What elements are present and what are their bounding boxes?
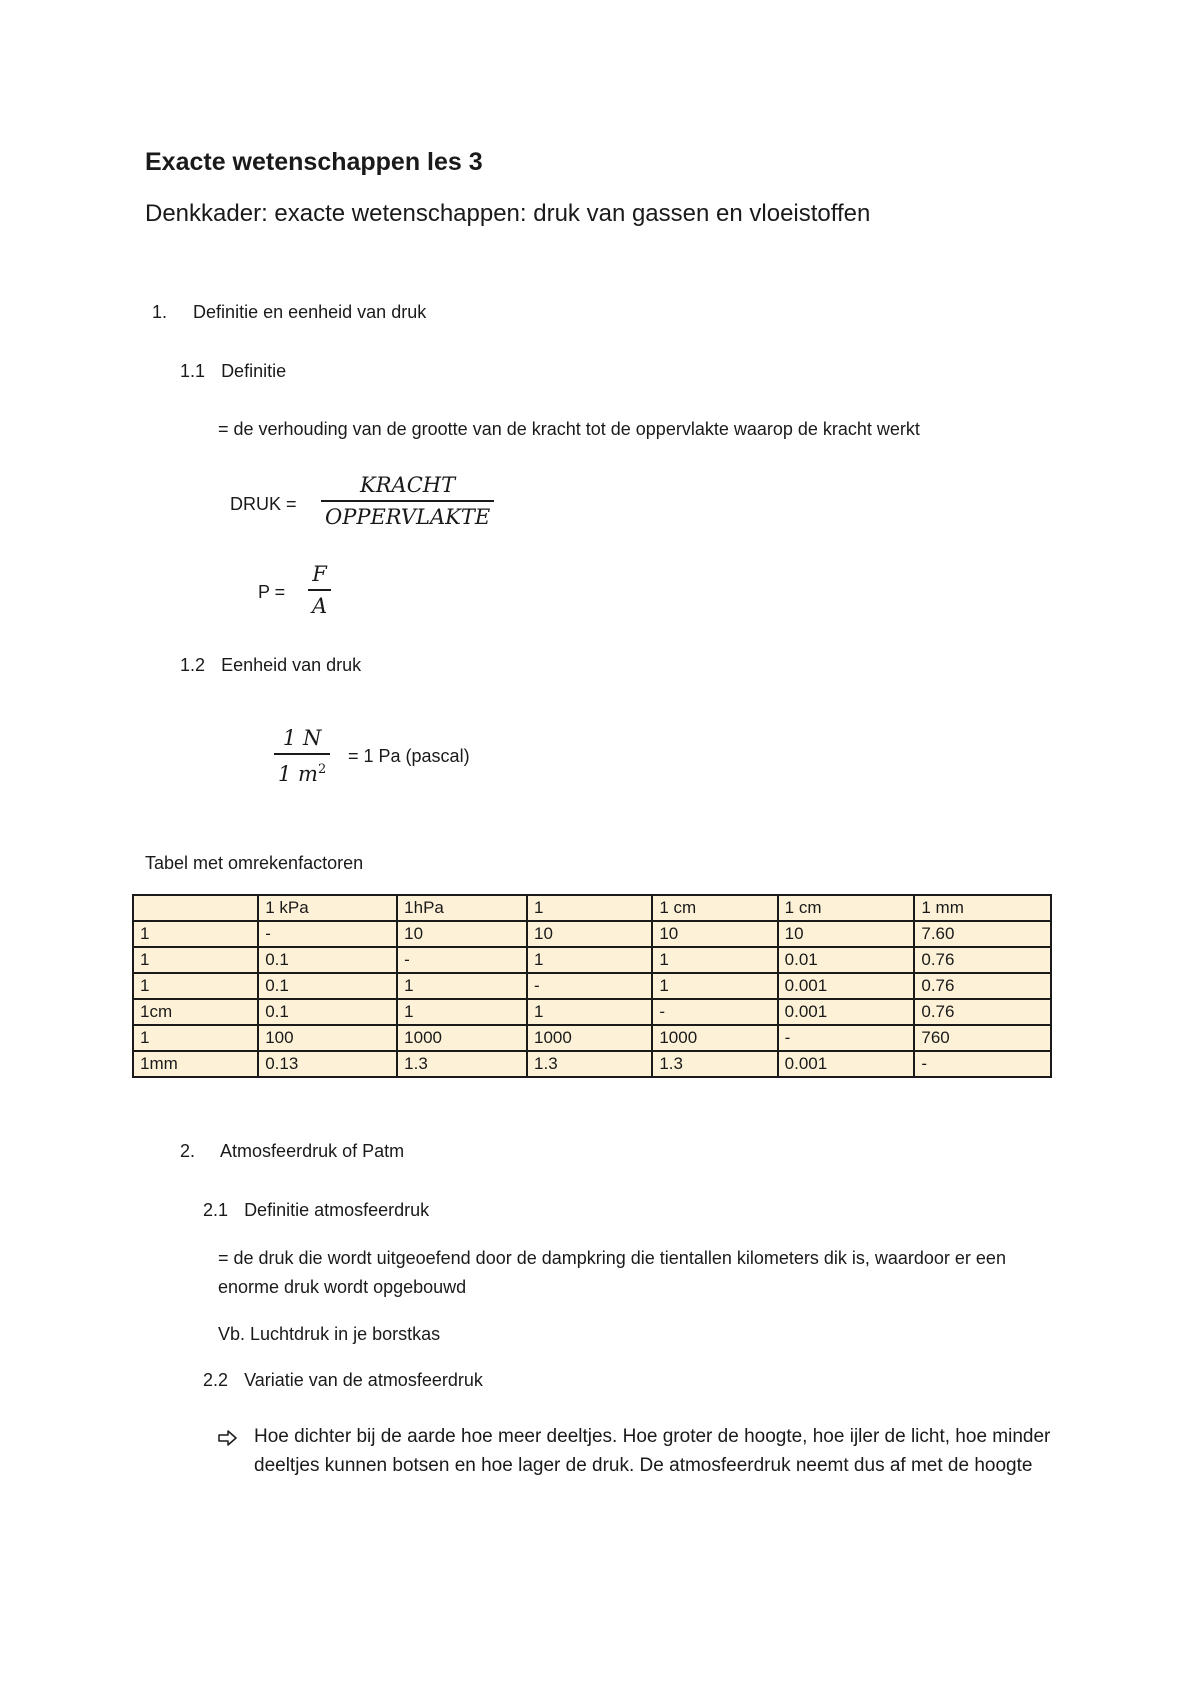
table-cell: 0.001 — [778, 999, 915, 1025]
table-cell: 1mm — [133, 1051, 258, 1077]
section-2-1-title: Definitie atmosfeerdruk — [244, 1200, 430, 1220]
table-cell: 10 — [397, 921, 527, 947]
table-cell: 0.001 — [778, 1051, 915, 1077]
table-header-cell: 1 cm — [778, 895, 915, 921]
table-cell: 1 — [133, 921, 258, 947]
table-cell: 10 — [527, 921, 652, 947]
table-cell: - — [527, 973, 652, 999]
table-cell: - — [397, 947, 527, 973]
table-cell: 1 — [133, 973, 258, 999]
table-cell: 1 — [652, 947, 777, 973]
formula-p-numerator: F — [312, 562, 327, 586]
section-2-1-heading — [203, 1200, 429, 1221]
formula-druk-denominator: OPPERVLAKTE — [325, 505, 491, 529]
table-cell: 1.3 — [652, 1051, 777, 1077]
section-1-heading — [152, 302, 426, 323]
table-cell: 1 — [397, 973, 527, 999]
section-2-2-heading — [203, 1370, 483, 1391]
section-2-number: 2. — [180, 1141, 196, 1161]
table-cell: 1 — [133, 947, 258, 973]
section-2-1-number: 2.1 — [203, 1200, 229, 1220]
table-cell: 1 — [133, 1025, 258, 1051]
section-1-1-title: Definitie — [221, 361, 287, 381]
section-2-title: Atmosfeerdruk of Patm — [220, 1141, 405, 1161]
unit-exponent: 2 — [317, 762, 327, 777]
table-cell: 10 — [652, 921, 777, 947]
table-cell: 0.13 — [258, 1051, 397, 1077]
atmosphere-definition: = de druk die wordt uitgeoefend door de dampkring die tientallen kilometers dik is, waardoor er een enorme druk wordt opgebouwd — [218, 1248, 1006, 1297]
document-title: Exacte wetenschappen les 3 — [145, 148, 483, 176]
formula-druk-fraction — [321, 470, 494, 532]
table-cell: - — [778, 1025, 915, 1051]
table-cell: 0.1 — [258, 999, 397, 1025]
table-cell: 1 — [652, 973, 777, 999]
table-header-cell: 1 kPa — [258, 895, 397, 921]
pressure-definition: = de verhouding van de grootte van de kracht tot de oppervlakte waarop de kracht werkt — [218, 419, 920, 439]
table-header-cell — [133, 895, 258, 921]
section-2-heading — [180, 1141, 404, 1162]
atmosphere-example: Vb. Luchtdruk in je borstkas — [218, 1324, 441, 1344]
atmosphere-variation-bullet: Hoe dichter bij de aarde hoe meer deeltjes. Hoe groter de hoogte, hoe ijler de licht, hoe minder deeltjes kunnen botsen en hoe lager de druk. De atmosfeerdruk neemt dus af met de hoogte — [254, 1426, 1051, 1476]
section-1-title: Definitie en eenheid van druk — [193, 302, 427, 322]
table-cell: 10 — [778, 921, 915, 947]
table-row — [133, 973, 1051, 999]
table-cell: 100 — [258, 1025, 397, 1051]
unit-result: = 1 Pa (pascal) — [348, 746, 470, 766]
table-cell: 1cm — [133, 999, 258, 1025]
section-1-2-title: Eenheid van druk — [221, 655, 362, 675]
unit-denominator: 1 $m^2$ — [278, 762, 327, 786]
table-cell: 1 — [397, 999, 527, 1025]
table-cell: 1.3 — [527, 1051, 652, 1077]
section-2-2-number: 2.2 — [203, 1370, 229, 1390]
table-cell: 1000 — [397, 1025, 527, 1051]
unit-fraction — [274, 723, 330, 789]
formula-druk-numerator: KRACHT — [360, 473, 456, 497]
formula-p-label: P = — [258, 582, 286, 602]
table-header-cell: 1 cm — [652, 895, 777, 921]
table-cell: 0.76 — [914, 947, 1051, 973]
formula-p-fraction — [308, 559, 331, 621]
table-cell: 0.76 — [914, 973, 1051, 999]
table-cell: 1000 — [652, 1025, 777, 1051]
table-row — [133, 921, 1051, 947]
table-header-cell: 1 mm — [914, 895, 1051, 921]
table-cell: 0.76 — [914, 999, 1051, 1025]
table-cell: - — [914, 1051, 1051, 1077]
table-cell: 1.3 — [397, 1051, 527, 1077]
table-cell: 1 — [527, 947, 652, 973]
table-row — [133, 1051, 1051, 1077]
table-cell: 1000 — [527, 1025, 652, 1051]
unit-numerator: 1 N — [282, 726, 322, 750]
section-1-2-number: 1.2 — [180, 655, 206, 675]
table-cell: 0.1 — [258, 947, 397, 973]
section-1-1-number: 1.1 — [180, 361, 206, 381]
document-subtitle: Denkkader: exacte wetenschappen: druk van gassen en vloeistoffen — [145, 200, 871, 227]
table-caption: Tabel met omrekenfactoren — [145, 853, 364, 873]
table-cell: 0.1 — [258, 973, 397, 999]
table-cell: 0.001 — [778, 973, 915, 999]
conversion-table — [132, 894, 1052, 1078]
section-2-2-title: Variatie van de atmosfeerdruk — [244, 1370, 483, 1390]
section-1-2-heading — [180, 655, 361, 676]
table-header-cell: 1 — [527, 895, 652, 921]
formula-druk-label: DRUK = — [230, 494, 297, 514]
table-header-row — [133, 895, 1051, 921]
table-row — [133, 999, 1051, 1025]
table-cell: 0.01 — [778, 947, 915, 973]
table-row — [133, 1025, 1051, 1051]
table-cell: - — [258, 921, 397, 947]
table-cell: 760 — [914, 1025, 1051, 1051]
table-cell: - — [652, 999, 777, 1025]
table-row — [133, 947, 1051, 973]
table-cell: 1 — [527, 999, 652, 1025]
hollow-arrow-right-icon — [218, 1430, 238, 1446]
table-cell: 7.60 — [914, 921, 1051, 947]
section-1-number: 1. — [152, 302, 168, 322]
table-header-cell: 1hPa — [397, 895, 527, 921]
formula-p-denominator: A — [312, 594, 328, 618]
section-1-1-heading — [180, 361, 286, 382]
